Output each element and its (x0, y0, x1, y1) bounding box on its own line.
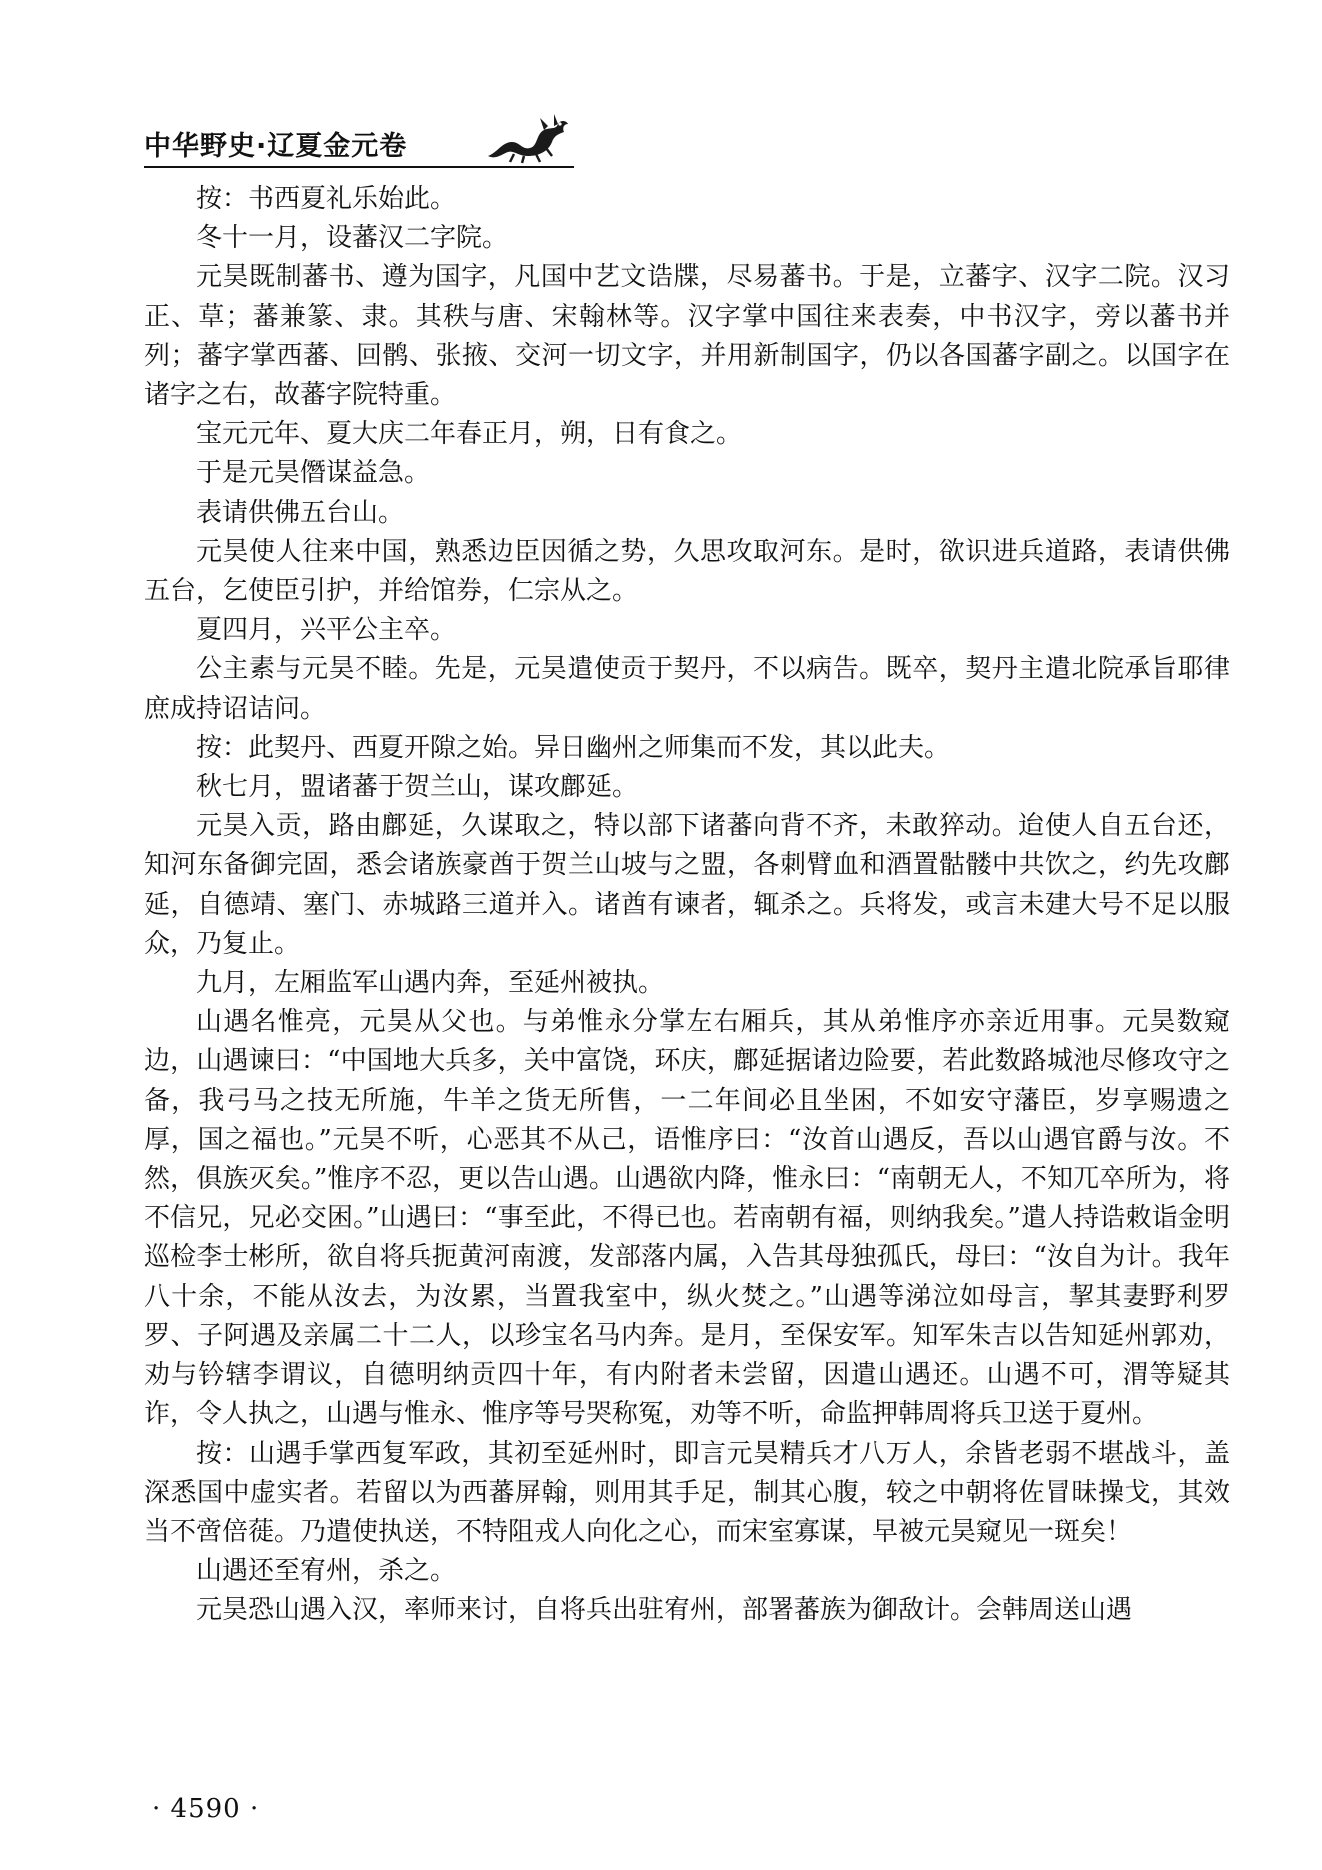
body-text (144, 180, 1230, 1631)
paragraph: 山遇名惟亮，元昊从父也。与弟惟永分掌左右厢兵，其从弟惟序亦亲近用事。元昊数窥边，山遇谏曰：“中国地大兵多，关中富饶，环庆，鄜延据诸边险要，若此数路城池尽修攻守之备，我弓马之技无所施，牛羊之货无所售，一二年间必且坐困，不如安守藩臣，岁享赐遗之厚，国之福也。”元昊不听，心恶其不从己，语惟序曰：“汝首山遇反，吾以山遇官爵与汝。不然，俱族灭矣。”惟序不忍，更以告山遇。山遇欲内降，惟永曰：“南朝无人，不知兀卒所为，将不信兄，兄必交困。”山遇曰：“事至此，不得已也。若南朝有福，则纳我矣。”遣人持诰敕诣金明巡检李士彬所，欲自将兵扼黄河南渡，发部落内属，入告其母独孤氏，母曰：“汝自为计。我年八十余，不能从汝去，为汝累，当置我室中，纵火焚之。”山遇等涕泣如母言，挈其妻野利罗罗、子阿遇及亲属二十二人，以珍宝名马内奔。是月，至保安军。知军朱吉以告知延州郭劝，劝与钤辖李谓议，自德明纳贡四十年，有内附者未尝留，因遣山遇还。山遇不可，渭等疑其诈，令人执之，山遇与惟永、惟序等号哭称冤，劝等不听，命监押韩周将兵卫送于夏州。 (144, 1007, 1230, 1430)
paragraph: 冬十一月，设蕃汉二字院。 (196, 223, 509, 254)
page-number: · 4590 · (152, 1794, 260, 1824)
paragraph: 按：山遇手掌西复军政，其初至延州时，即言元昊精兵才八万人，余皆老弱不堪战斗，盖深悉国中虚实者。若留以为西蕃屏翰，则用其手足，制其心腹，较之中朝将佐冒昧操戈，其效当不啻倍蓰。乃遣使执送，不特阻戎人向化之心，而宋室寡谋，早被元昊窥见一斑矣！ (144, 1438, 1230, 1547)
paragraph: 元昊既制蕃书、遵为国字，凡国中艺文诰牒，尽易蕃书。于是，立蕃字、汉字二院。汉习正、草；蕃兼篆、隶。其秩与唐、宋翰林等。汉字掌中国往来表奏，中书汉字，旁以蕃书并列；蕃字掌西蕃、回鹘、张掖、交河一切文字，并用新制国字，仍以各国蕃字副之。以国字在诸字之右，故蕃字院特重。 (144, 262, 1230, 411)
paragraph: 宝元元年、夏大庆二年春正月，朔，日有食之。 (196, 419, 743, 450)
paragraph: 于是元昊僭谋益急。 (196, 458, 431, 489)
paragraph: 元昊使人往来中国，熟悉边臣因循之势，久思攻取河东。是时，欲识进兵道路，表请供佛五台，乞使臣引护，并给馆券，仁宗从之。 (144, 536, 1230, 607)
paragraph: 元昊恐山遇入汉，率师来讨，自将兵出驻宥州，部署蕃族为御敌计。会韩周送山遇 (196, 1595, 1133, 1626)
paragraph: 秋七月，盟诸蕃于贺兰山，谋攻鄜延。 (196, 772, 639, 803)
paragraph: 夏四月，兴平公主卒。 (196, 615, 457, 646)
header-rule (144, 166, 574, 168)
paragraph: 按：此契丹、西夏开隙之始。异日幽州之师集而不发，其以此夫。 (196, 732, 951, 763)
paragraph: 九月，左厢监军山遇内奔，至延州被执。 (196, 968, 665, 999)
paragraph: 表请供佛五台山。 (196, 497, 405, 528)
dragon-ornament-icon (484, 112, 572, 164)
book-title: 中华野史·辽夏金元卷 (144, 131, 408, 162)
paragraph: 按：书西夏礼乐始此。 (196, 184, 457, 214)
paragraph: 元昊入贡，路由鄜延，久谋取之，特以部下诸蕃向背不齐，未敢猝动。迨使人自五台还，知河东备御完固，悉会诸族豪酋于贺兰山坡与之盟，各刺臂血和酒置骷髅中共饮之，约先攻鄜延，自德靖、塞门、赤城路三道并入。诸酋有谏者，辄杀之。兵将发，或言未建大号不足以服众，乃复止。 (144, 811, 1230, 959)
paragraph: 山遇还至宥州，杀之。 (196, 1556, 457, 1587)
paragraph: 公主素与元昊不睦。先是，元昊遣使贡于契丹，不以病告。既卒，契丹主遣北院承旨耶律庶成持诏诘问。 (144, 654, 1230, 724)
